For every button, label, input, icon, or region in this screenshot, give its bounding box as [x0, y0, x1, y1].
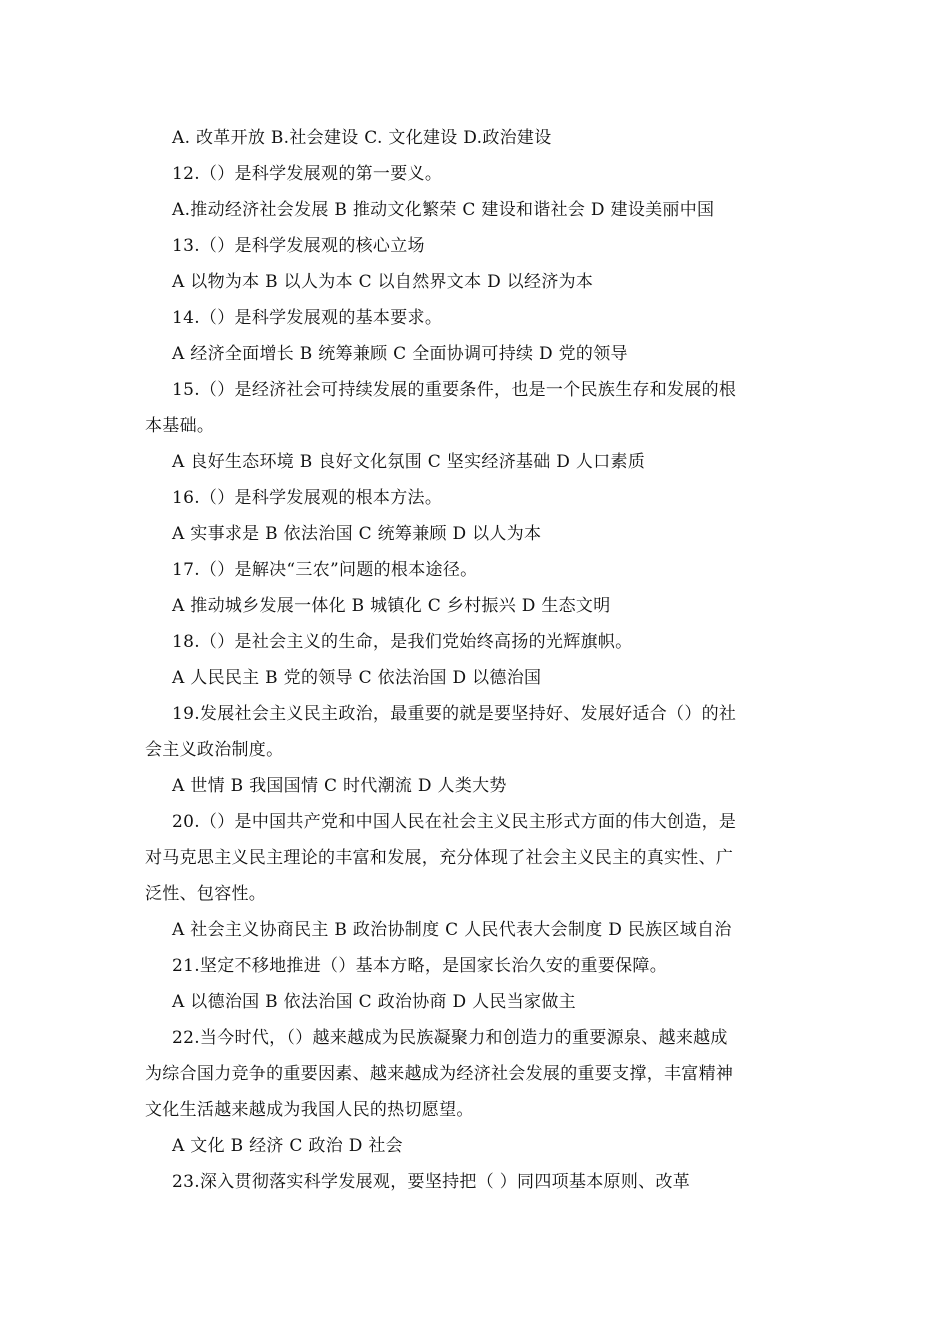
text-line: 22.当今时代，（）越来越成为民族凝聚力和创造力的重要源泉、越来越成: [172, 1028, 728, 1048]
text-line: A 良好生态环境 B 良好文化氛围 C 坚实经济基础 D 人口素质: [172, 452, 646, 472]
text-line: A 以物为本 B 以人为本 C 以自然界文本 D 以经济为本: [172, 272, 594, 292]
text-line: 文化生活越来越成为我国人民的热切愿望。: [145, 1100, 474, 1120]
text-line: 会主义政治制度。: [145, 740, 284, 760]
text-line: 16.（）是科学发展观的根本方法。: [172, 488, 443, 508]
text-line: 13.（）是科学发展观的核心立场: [172, 236, 425, 256]
text-line: 15.（）是经济社会可持续发展的重要条件，也是一个民族生存和发展的根: [172, 380, 737, 400]
text-line: A 世情 B 我国国情 C 时代潮流 D 人类大势: [172, 776, 507, 796]
text-line: 19.发展社会主义民主政治，最重要的就是要坚持好、发展好适合（）的社: [172, 704, 737, 724]
text-line: A.推动经济社会发展 B 推动文化繁荣 C 建设和谐社会 D 建设美丽中国: [172, 200, 715, 220]
text-line: A 以德治国 B 依法治国 C 政治协商 D 人民当家做主: [172, 992, 576, 1012]
text-line: A 人民民主 B 党的领导 C 依法治国 D 以德治国: [172, 668, 542, 688]
text-line: A 文化 B 经济 C 政治 D 社会: [172, 1136, 403, 1156]
text-line: 21.坚定不移地推进（）基本方略，是国家长治久安的重要保障。: [172, 956, 668, 976]
text-line: 泛性、包容性。: [145, 884, 267, 904]
text-line: A. 改革开放 B.社会建设 C. 文化建设 D.政治建设: [172, 128, 552, 148]
text-line: 18.（）是社会主义的生命，是我们党始终高扬的光辉旗帜。: [172, 632, 633, 652]
text-line: 12.（）是科学发展观的第一要义。: [172, 164, 443, 184]
text-line: A 实事求是 B 依法治国 C 统筹兼顾 D 以人为本: [172, 524, 542, 544]
text-line: 23.深入贯彻落实科学发展观，要坚持把（ ）同四项基本原则、改革: [172, 1172, 691, 1192]
text-line: 为综合国力竞争的重要因素、越来越成为经济社会发展的重要支撑，丰富精神: [145, 1064, 734, 1084]
text-line: 17.（）是解决“三农”问题的根本途径。: [172, 560, 478, 580]
document-body: [145, 120, 795, 1200]
text-line: A 推动城乡发展一体化 B 城镇化 C 乡村振兴 D 生态文明: [172, 596, 611, 616]
text-line: 对马克思主义民主理论的丰富和发展，充分体现了社会主义民主的真实性、广: [145, 848, 734, 868]
text-line: 本基础。: [145, 416, 215, 436]
text-line: A 社会主义协商民主 B 政治协制度 C 人民代表大会制度 D 民族区域自治: [172, 920, 732, 940]
text-line: 20.（）是中国共产党和中国人民在社会主义民主形式方面的伟大创造，是: [172, 812, 737, 832]
text-line: A 经济全面增长 B 统筹兼顾 C 全面协调可持续 D 党的领导: [172, 344, 628, 364]
text-line: 14.（）是科学发展观的基本要求。: [172, 308, 443, 328]
